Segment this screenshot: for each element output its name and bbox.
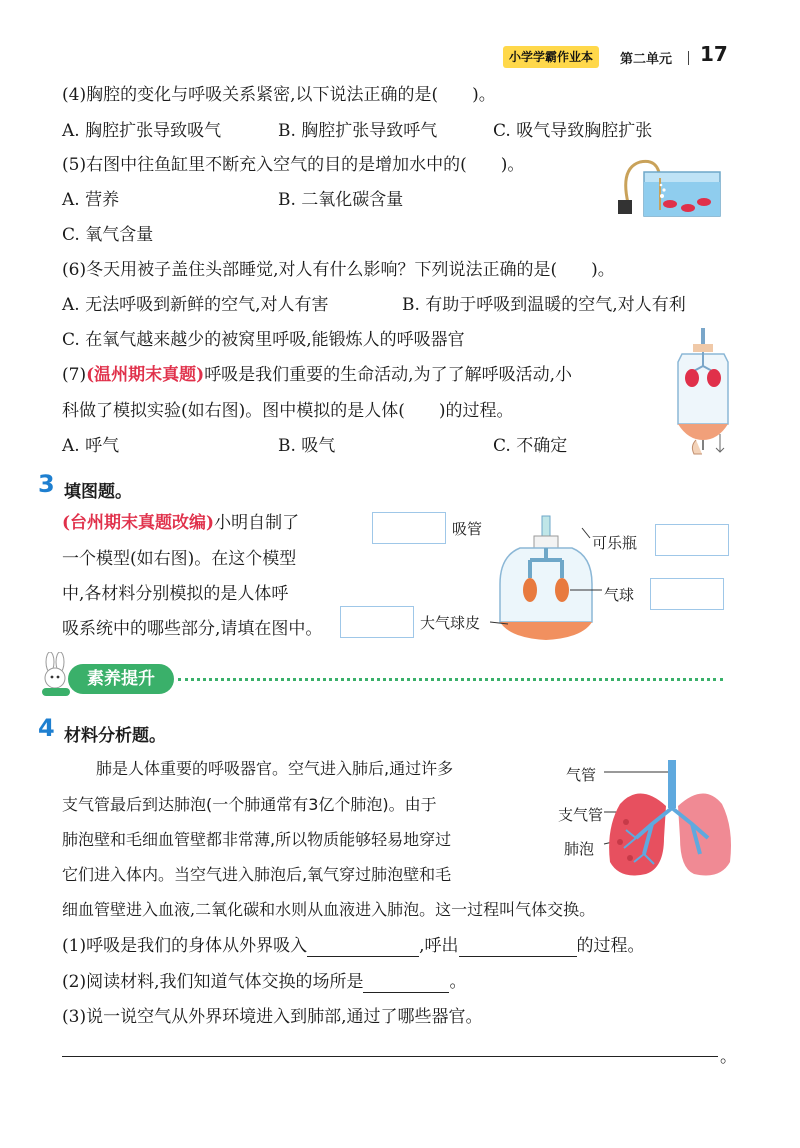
q7-source-tag: (温州期末真题) [86, 365, 205, 385]
q5-option-c: C. 氧气含量 [62, 225, 154, 245]
model-diagram [490, 512, 610, 644]
sec4-q3-end-mark: 。 [720, 1047, 737, 1067]
answer-box-straw[interactable] [372, 512, 446, 544]
banner-dotted-line [178, 678, 723, 681]
q5-option-b: B. 二氧化碳含量 [278, 190, 404, 210]
sec3-line1 [62, 512, 299, 534]
label-straw: 吸管 [452, 520, 483, 538]
balloon-icon [523, 578, 537, 602]
q6-option-b: B. 有助于呼吸到温暖的空气,对人有利 [402, 295, 686, 315]
q5-stem: (5)右图中往鱼缸里不断充入空气的目的是增加水中的( )。 [62, 155, 525, 175]
section-4-number: 4 [38, 714, 55, 742]
section-4-title: 材料分析题。 [64, 726, 166, 746]
sec4-q1-text-a: (1)呼吸是我们的身体从外界吸入 [62, 936, 308, 956]
lung-balloon-icon [707, 369, 721, 387]
unit-label: 第二单元 [620, 52, 673, 67]
q7-option-c: C. 不确定 [493, 436, 568, 456]
arrow-down-icon [716, 434, 724, 452]
section-3-number: 3 [38, 470, 55, 498]
q4-option-b: B. 胸腔扩张导致呼气 [278, 121, 438, 141]
sec4-paragraph-2: 支气管最后到达肺泡(一个肺通常有3亿个肺泡)。由于 [62, 795, 437, 814]
sec4-q1 [62, 935, 645, 957]
q7-stem-line1 [62, 364, 572, 386]
sec4-q1-text-c: 的过程。 [576, 936, 645, 956]
answer-box-skin[interactable] [340, 606, 414, 638]
sec3-line3: 中,各材料分别模拟的是人体呼 [62, 584, 289, 604]
section-3-title: 填图题。 [64, 482, 132, 502]
balloon-icon [555, 578, 569, 602]
q7-stem-line2: 科做了模拟实验(如右图)。图中模拟的是人体( )的过程。 [62, 401, 514, 421]
sec4-paragraph-3: 肺泡壁和毛细血管壁都非常薄,所以物质能够轻易地穿过 [62, 830, 452, 849]
sec3-line4: 吸系统中的哪些部分,请填在图中。 [62, 619, 323, 639]
label-balloon: 气球 [604, 586, 635, 604]
sec3-line1-text: 小明自制了 [214, 513, 300, 533]
lung-diagram [600, 758, 735, 890]
q4-option-c: C. 吸气导致胸腔扩张 [493, 121, 653, 141]
sec4-q1-text-b: ,呼出 [419, 936, 459, 956]
label-alveoli: 肺泡 [564, 840, 595, 858]
sec4-paragraph-5: 细血管壁进入血液,二氧化碳和水则从血液进入肺泡。这一过程叫气体交换。 [62, 900, 596, 919]
sec3-source-tag: (台州期末真题改编) [62, 513, 215, 533]
fish-tank-illustration [610, 158, 725, 223]
q7-option-b: B. 吸气 [278, 436, 336, 456]
book-title-badge: 小学学霸作业本 [503, 46, 599, 68]
sec4-paragraph-4: 它们进入体内。当空气进入肺泡后,氧气穿过肺泡壁和毛 [62, 865, 452, 884]
sec4-q3: (3)说一说空气从外界环境进入到肺部,通过了哪些器官。 [62, 1007, 483, 1027]
q7-number: (7) [62, 365, 87, 385]
answer-box-bottle[interactable] [655, 524, 729, 556]
sec4-q2-text-a: (2)阅读材料,我们知道气体交换的场所是 [62, 972, 364, 992]
q4-option-a: A. 胸腔扩张导致吸气 [62, 121, 222, 141]
breathing-model-illustration [668, 328, 738, 456]
q7-stem-text: 呼吸是我们重要的生命活动,为了了解呼吸活动,小 [204, 365, 572, 385]
q4-stem: (4)胸腔的变化与呼吸关系紧密,以下说法正确的是( )。 [62, 85, 496, 105]
sec4-q1-blank-inhale[interactable] [307, 938, 419, 957]
sec4-q3-answer-line[interactable] [62, 1056, 718, 1057]
fish-icon [697, 198, 711, 206]
header-divider [688, 51, 689, 65]
q6-stem: (6)冬天用被子盖住头部睡觉,对人有什么影响？下列说法正确的是( )。 [62, 260, 615, 280]
sec4-q2-text-b: 。 [449, 972, 467, 992]
sec4-q2 [62, 971, 466, 993]
label-skin: 大气球皮 [420, 614, 481, 632]
lung-balloon-icon [685, 369, 699, 387]
page-number: 17 [700, 42, 728, 66]
label-bronchi: 支气管 [558, 806, 604, 824]
fish-icon [681, 204, 695, 212]
q6-option-a: A. 无法呼吸到新鲜的空气,对人有害 [62, 295, 329, 315]
q5-option-a: A. 营养 [62, 190, 120, 210]
sec4-q1-blank-exhale[interactable] [459, 938, 577, 957]
section-banner: 素养提升 [68, 664, 174, 694]
sec4-q2-blank[interactable] [363, 974, 449, 993]
sec3-line2: 一个模型(如右图)。在这个模型 [62, 549, 297, 569]
label-bottle: 可乐瓶 [592, 534, 638, 552]
q6-option-c: C. 在氧气越来越少的被窝里呼吸,能锻炼人的呼吸器官 [62, 330, 465, 350]
air-pump-icon [618, 200, 632, 214]
q7-option-a: A. 呼气 [62, 436, 120, 456]
sec4-paragraph-1: 肺是人体重要的呼吸器官。空气进入肺后,通过许多 [96, 759, 454, 778]
fish-icon [663, 200, 677, 208]
answer-box-balloon[interactable] [650, 578, 724, 610]
label-trachea: 气管 [566, 766, 597, 784]
